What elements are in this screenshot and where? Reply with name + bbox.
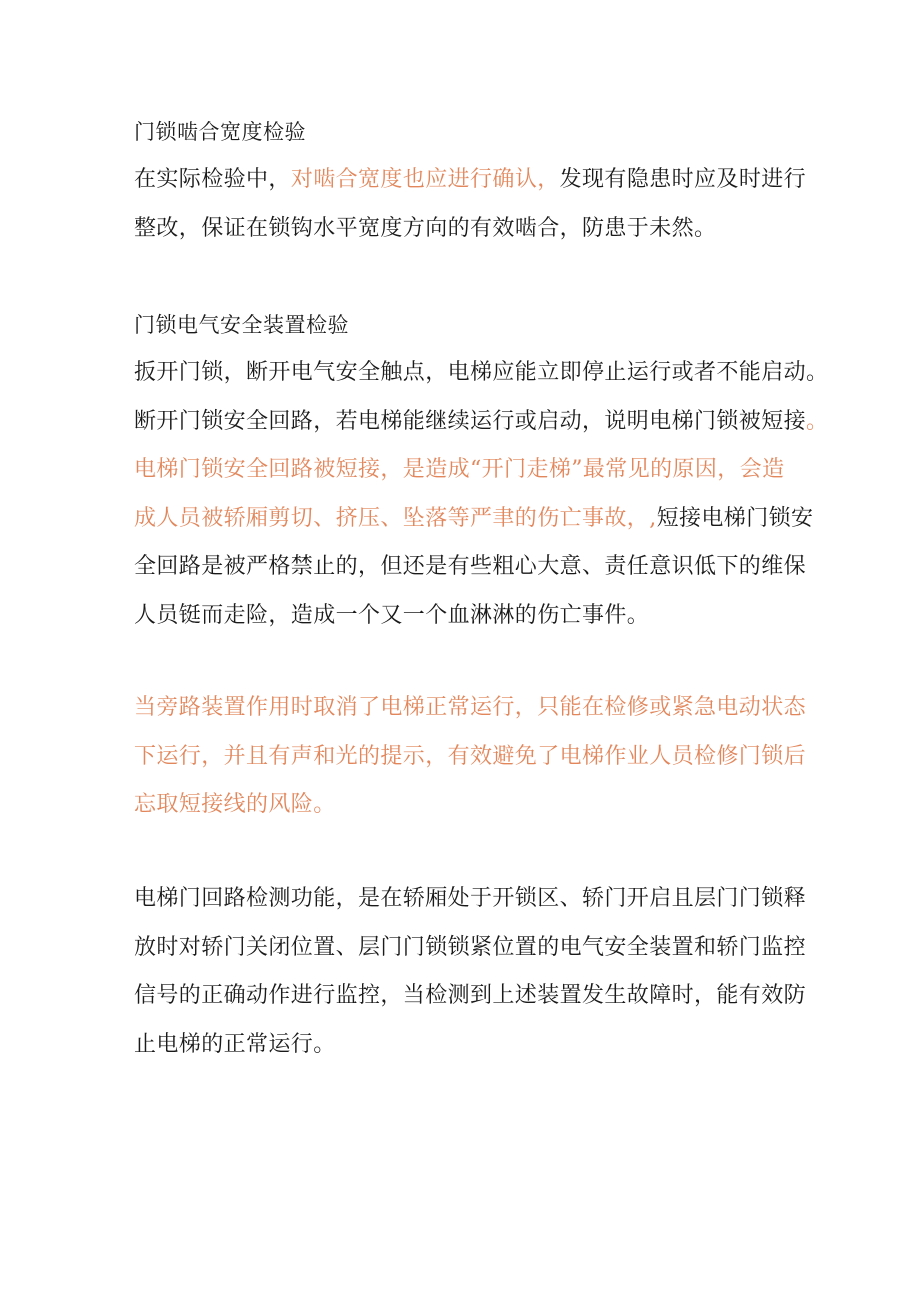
highlighted-line: 忘取短接线的风险。 (134, 792, 336, 817)
paragraph-line: 全回路是被严格禁止的，但还是有些粗心大意、责任意识低下的维保 (134, 554, 807, 579)
text-run: 短接电梯门锁安 (656, 505, 814, 531)
paragraph-line: 整改，保证在锁钩水平宽度方向的有效啮合，防患于未然。 (134, 215, 717, 241)
text-run: 断开门锁安全回路，若电梯能继续运行或启动，说明电梯门锁被短接 (134, 408, 807, 434)
highlighted-text: 成人员被轿厢剪切、挤压、坠落等严聿的伤亡事故，, (134, 505, 657, 531)
paragraph-line: 放时对轿门关闭位置、层门门锁锁紧位置的电气安全装置和轿门监控 (134, 934, 807, 960)
text-run: 发现有隐患时应及时进行 (559, 167, 807, 192)
section-heading-door-lock-engagement (134, 118, 814, 146)
highlighted-line: 当旁路装置作用时取消了电梯正常运行，只能在检修或紧急电动状态 (134, 695, 807, 720)
paragraph-line: 信号的正确动作进行监控，当检测到上述装置发生故障时，能有效防 (134, 983, 807, 1008)
paragraph-line (134, 495, 814, 544)
text-run: 在实际检验中， (134, 167, 291, 192)
highlighted-text: 对啮合宽度也应进行确认， (290, 167, 560, 192)
paragraph-engagement-width (134, 156, 814, 253)
paragraph-line: 扳开门锁，断开电气安全触点，电梯应能立即停止运行或者不能启动。 (134, 360, 829, 385)
paragraph-line: 止电梯的正常运行。 (134, 1031, 336, 1057)
heading-text: 门锁啮合宽度检验 (134, 120, 306, 144)
highlighted-text: 。 (806, 408, 829, 434)
paragraph-bypass-device (134, 684, 814, 830)
paragraph-line: 人员铤而走险，造成一个又一个血淋淋的伤亡事件。 (134, 602, 650, 628)
heading-text: 门锁电气安全装置检验 (134, 313, 349, 337)
highlighted-line: 下运行，并且有声和光的提示，有效避免了电梯作业人员检修门锁后 (134, 743, 807, 769)
paragraph-line (134, 398, 829, 447)
section-heading-electrical-safety (134, 311, 814, 339)
highlighted-line: 电梯门锁安全回路被短接，是造成“开门走梯”最常见的原因，会造 (134, 457, 785, 482)
paragraph-line (134, 156, 814, 205)
paragraph-line: 电梯门回路检测功能，是在轿厢处于开锁区、轿门开启且层门门锁释 (134, 886, 807, 911)
paragraph-door-circuit-detection (134, 875, 814, 1069)
paragraph-electrical-safety (134, 349, 829, 640)
